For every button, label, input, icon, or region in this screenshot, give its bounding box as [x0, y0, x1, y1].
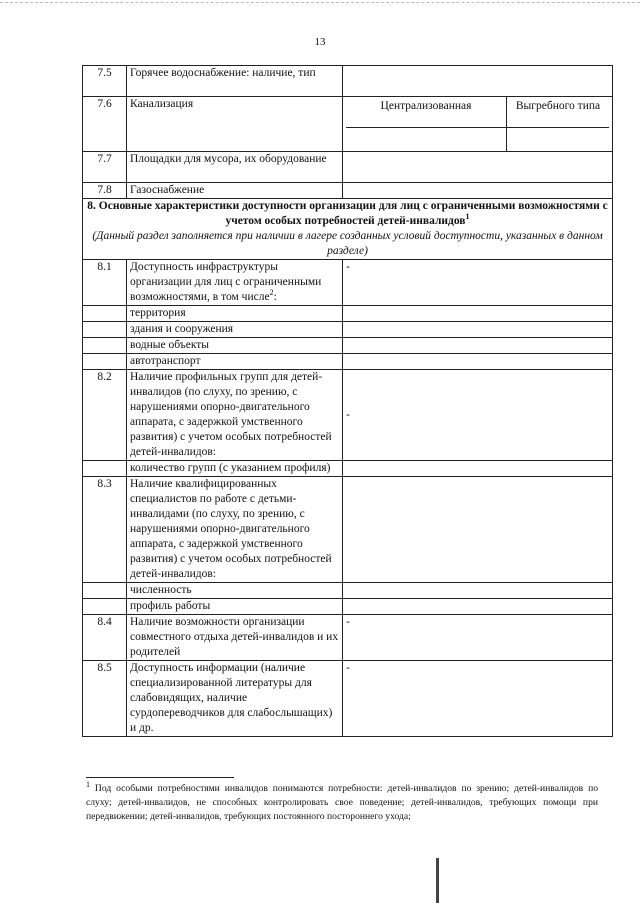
row-number: 8.4: [83, 615, 127, 661]
option-centralized: Централизованная: [346, 97, 507, 127]
page-number: 13: [314, 36, 326, 48]
row-label: Канализация: [127, 97, 343, 152]
table-row: [83, 152, 613, 183]
table-row: [83, 661, 613, 737]
sub-row-label: профиль работы: [127, 599, 343, 615]
footnote-marker: 1: [465, 212, 470, 222]
row-number: 8.5: [83, 661, 127, 737]
row-number: 8.1: [83, 260, 127, 306]
row-label-end: :: [273, 291, 277, 303]
table-row: [83, 615, 613, 661]
row-label: Наличие возможности организации совместного отдыха детей-инвалидов и их родителей: [127, 615, 343, 661]
sub-row-label: водные объекты: [127, 338, 343, 354]
table-row: [83, 477, 613, 583]
row-number: 7.5: [83, 66, 127, 97]
row-value: -: [343, 661, 613, 737]
row-label-text: Доступность инфраструктуры организации для лиц с ограниченными возможностями, в том числе: [130, 261, 322, 303]
section-8-title: 8. Основные характеристики доступности организации для лиц с ограниченными возможностями с учетом особых потребностей детей-инвалидов: [87, 200, 608, 227]
sewerage-options: [343, 97, 613, 152]
row-value: [343, 183, 613, 199]
row-value: [343, 152, 613, 183]
footnote-divider: [86, 777, 234, 778]
footnote-text: Под особыми потребностями инвалидов понимаются потребности: детей-инвалидов по зрению; детей-инвалидов по слуху; детей-инвалидов, не способных контролировать свое поведение; детей-инвалидов, требующих помощи при передвижении; детей-инвалидов, требующих постоянного постороннего ухода;: [86, 783, 598, 822]
section-8-header: [83, 199, 613, 260]
section-8-note: (Данный раздел заполняется при наличии в лагере созданных условий доступности, указанных в данном разделе): [92, 230, 603, 257]
row-number: 8.3: [83, 477, 127, 583]
sub-row: [83, 354, 613, 370]
row-number: 7.6: [83, 97, 127, 152]
footnote-marker: 2: [269, 288, 274, 298]
row-label: [127, 260, 343, 306]
row-number: 7.8: [83, 183, 127, 199]
sub-row-label: численность: [127, 583, 343, 599]
option-cesspool: Выгребного типа: [515, 100, 601, 112]
row-label: Наличие квалифицированных специалистов по работе с детьми-инвалидами (по слуху, по зрению, с нарушениями опорно-двигательного аппарата, с задержкой умственного развития) с учетом особых потребностей детей-инвалидов:: [127, 477, 343, 583]
row-label: Площадки для мусора, их оборудование: [127, 152, 343, 183]
sub-row: [83, 599, 613, 615]
row-number: 8.2: [83, 370, 127, 461]
sub-row-label: количество групп (с указанием профиля): [127, 461, 343, 477]
option-cesspool-value: [507, 128, 609, 151]
section-header-row: [83, 199, 613, 260]
footnote-number: 1: [86, 779, 90, 789]
table-row: [83, 183, 613, 199]
row-value: -: [343, 615, 613, 661]
sub-row: [83, 583, 613, 599]
row-label: Горячее водоснабжение: наличие, тип: [127, 66, 343, 97]
option-centralized-value: [346, 128, 507, 151]
sub-row: [83, 322, 613, 338]
sub-row-label: автотранспорт: [127, 354, 343, 370]
row-label: Газоснабжение: [127, 183, 343, 199]
row-value: -: [343, 370, 613, 461]
row-label: Доступность информации (наличие специализированной литературы для слабовидящих, наличие сурдопереводчиков для слабослышащих) и др.: [127, 661, 343, 737]
row-label: Наличие профильных групп для детей-инвалидов (по слуху, по зрению, с нарушениями опорно-двигательного аппарата, с задержкой умственного развития) с учетом особых потребностей детей-инвалидов:: [127, 370, 343, 461]
table-row: [83, 260, 613, 306]
footnote: [86, 779, 598, 824]
sub-row: [83, 306, 613, 322]
row-value: [343, 66, 613, 97]
characteristics-table: [82, 65, 613, 737]
scan-artifact: [436, 858, 439, 903]
row-value: -: [343, 260, 613, 306]
row-number: 7.7: [83, 152, 127, 183]
sub-row-label: здания и сооружения: [127, 322, 343, 338]
sub-row: [83, 338, 613, 354]
table-row: [83, 97, 613, 152]
row-value: [343, 477, 613, 583]
sub-row: [83, 461, 613, 477]
table-row: [83, 370, 613, 461]
scan-top-edge: [0, 2, 640, 3]
table-row: [83, 66, 613, 97]
sub-row-label: территория: [127, 306, 343, 322]
